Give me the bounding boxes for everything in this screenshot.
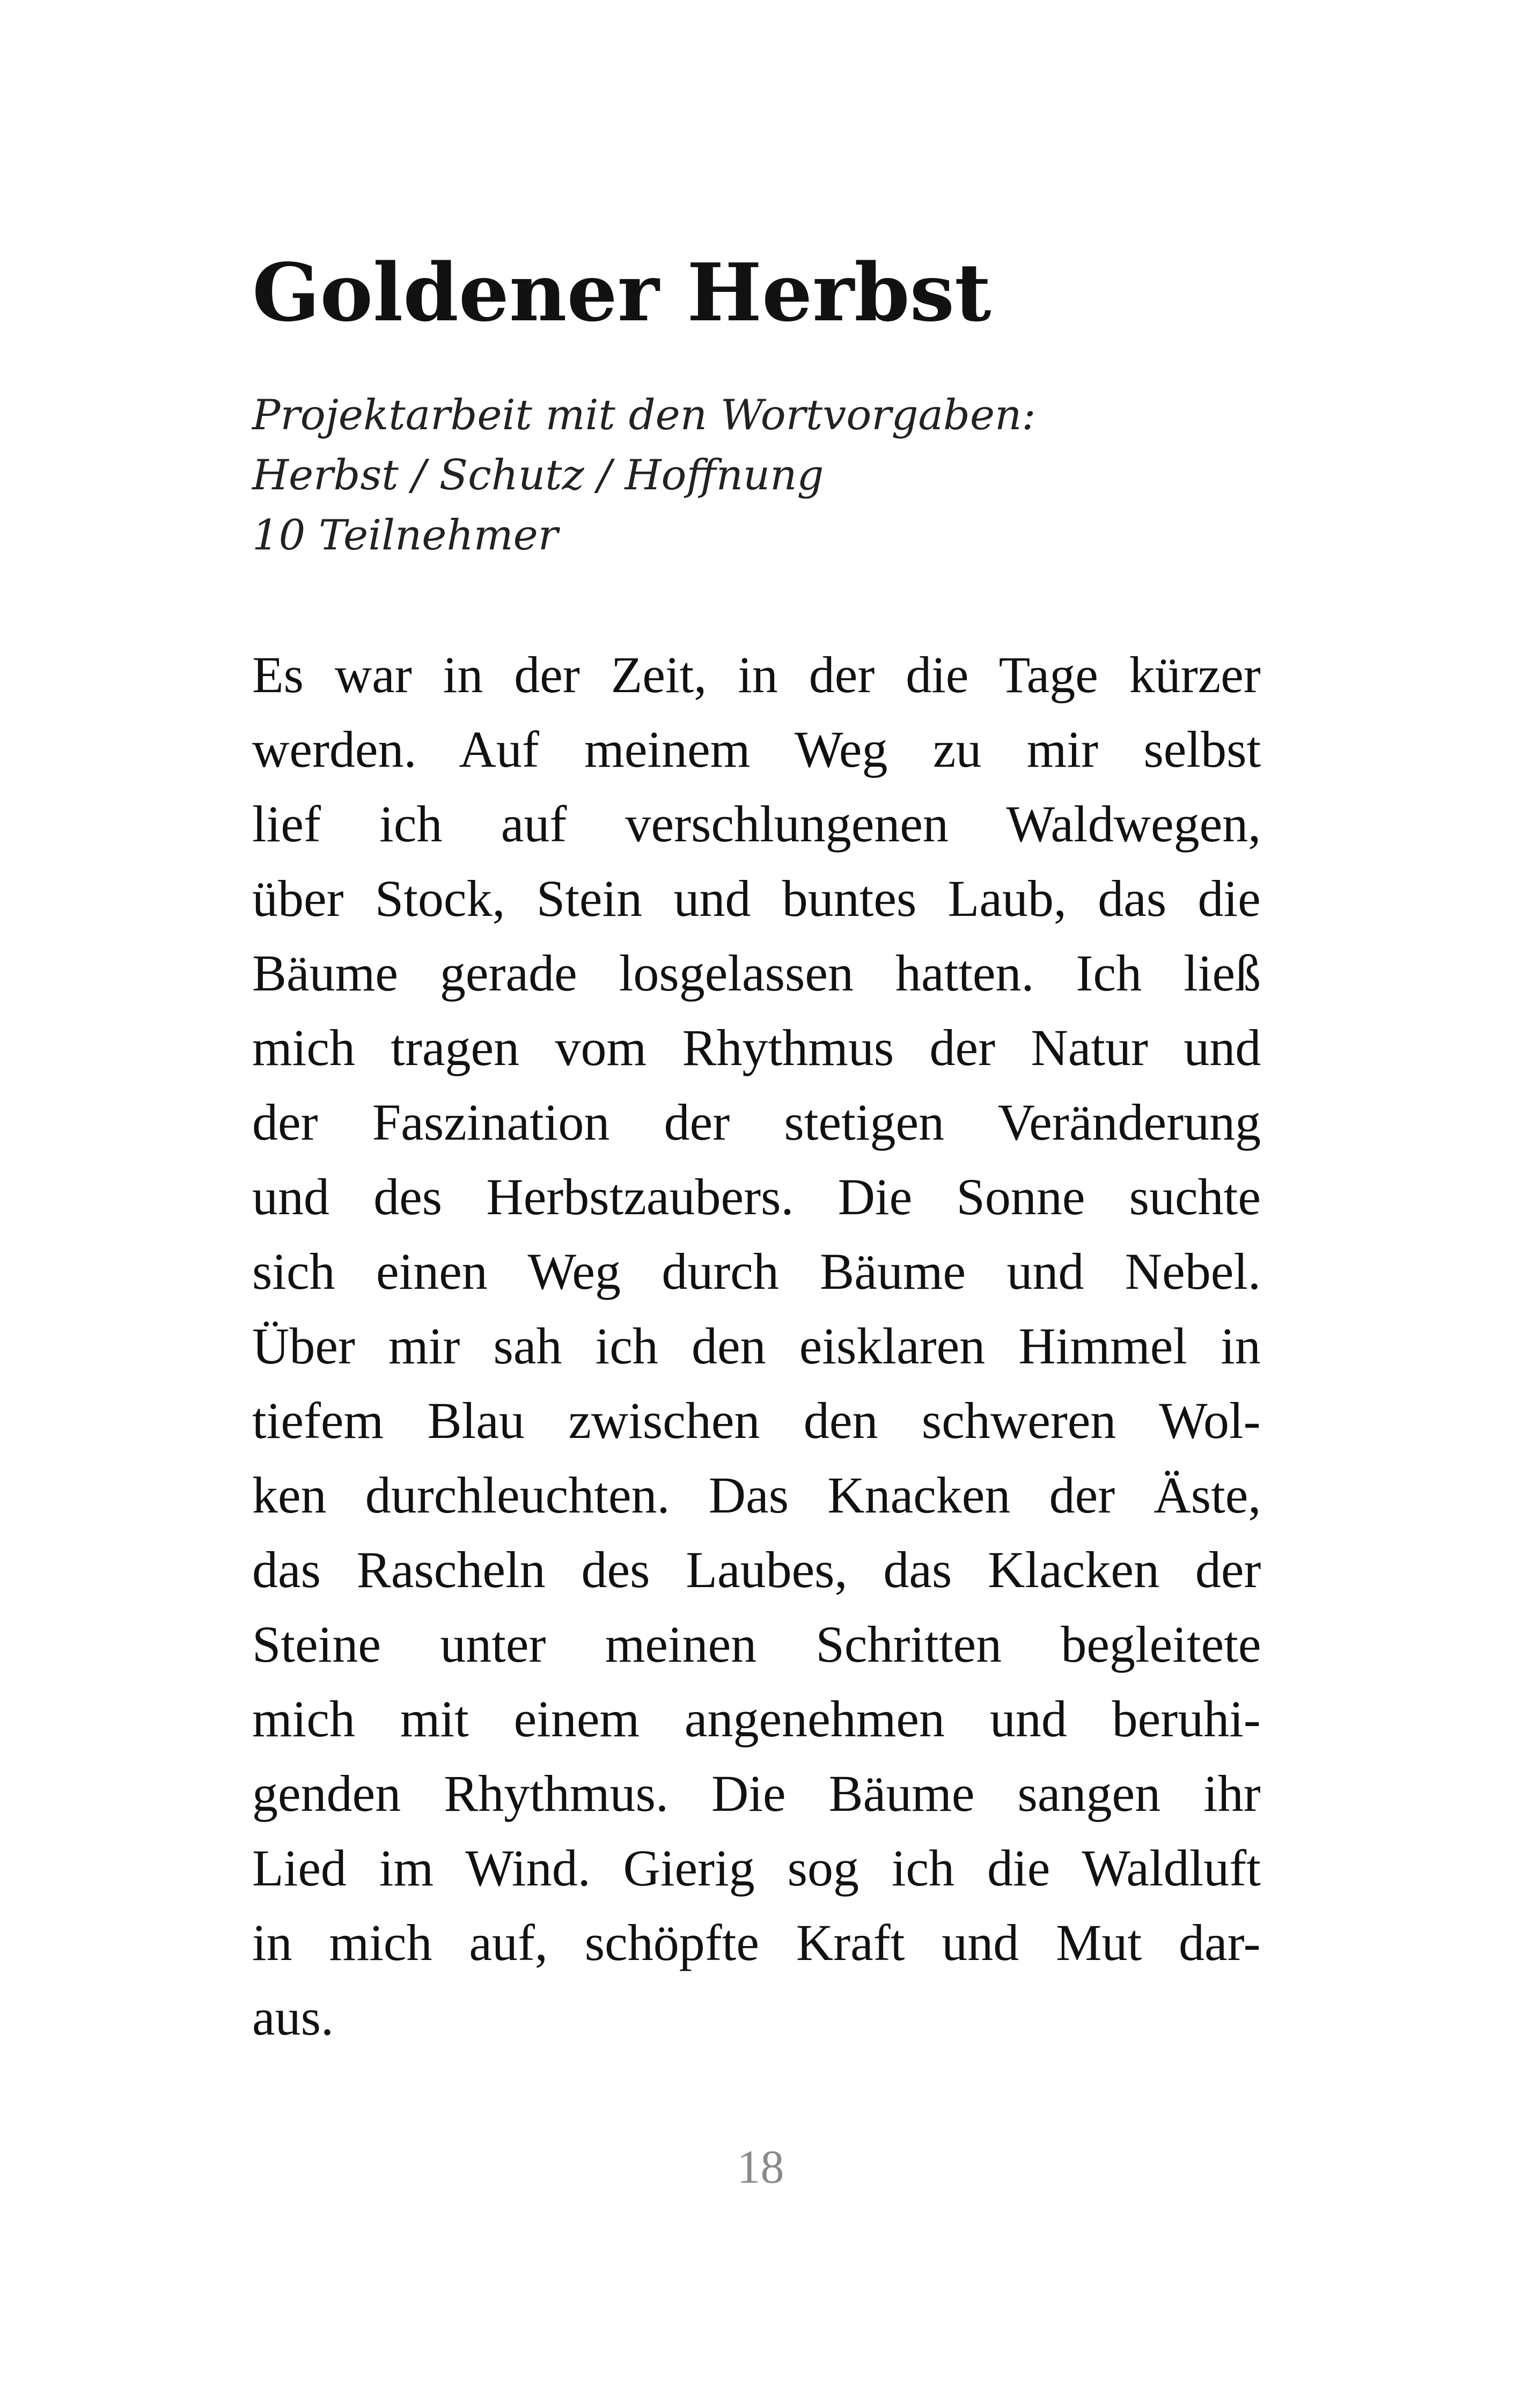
body-line: Es war in der Zeit, in der die Tage kürzer bbox=[252, 646, 1261, 703]
body-line: lief ich auf verschlungenen Waldwegen, bbox=[252, 795, 1261, 853]
body-line: werden. Auf meinem Weg zu mir selbst bbox=[252, 721, 1261, 778]
body-line: das Rascheln des Laubes, das Klacken der bbox=[252, 1541, 1261, 1598]
body-line: mich mit einem angenehmen und beruhi- bbox=[252, 1690, 1261, 1748]
subtitle-line: 10 Teilnehmer bbox=[252, 511, 559, 560]
body-line: Steine unter meinen Schritten begleitete bbox=[252, 1616, 1261, 1673]
body-line: über Stock, Stein und buntes Laub, das die bbox=[252, 870, 1261, 927]
page-number: 18 bbox=[737, 2141, 784, 2193]
subtitle-block bbox=[252, 385, 1272, 566]
page-title: Goldener Herbst bbox=[252, 246, 991, 339]
body-line: mich tragen vom Rhythmus der Natur und bbox=[252, 1019, 1261, 1076]
subtitle-line: Herbst / Schutz / Hoffnung bbox=[252, 451, 824, 500]
body-line: Über mir sah ich den eisklaren Himmel in bbox=[252, 1317, 1261, 1375]
body-line: tiefem Blau zwischen den schweren Wol- bbox=[252, 1392, 1261, 1449]
body-line: ken durchleuchten. Das Knacken der Äste, bbox=[252, 1466, 1261, 1524]
body-line: genden Rhythmus. Die Bäume sangen ihr bbox=[252, 1765, 1261, 1822]
body-paragraph bbox=[252, 637, 1261, 2054]
body-line: aus. bbox=[252, 1988, 334, 2046]
body-line: der Faszination der stetigen Veränderung bbox=[252, 1093, 1261, 1151]
body-line: in mich auf, schöpfte Kraft und Mut dar- bbox=[252, 1914, 1261, 1971]
body-line: Bäume gerade losgelassen hatten. Ich ließ bbox=[252, 944, 1261, 1002]
subtitle-line: Projektarbeit mit den Wortvorgaben: bbox=[252, 391, 1036, 439]
body-line: und des Herbstzaubers. Die Sonne suchte bbox=[252, 1168, 1261, 1225]
body-line: Lied im Wind. Gierig sog ich die Waldluft bbox=[252, 1839, 1261, 1897]
body-line: sich einen Weg durch Bäume und Nebel. bbox=[252, 1243, 1261, 1300]
